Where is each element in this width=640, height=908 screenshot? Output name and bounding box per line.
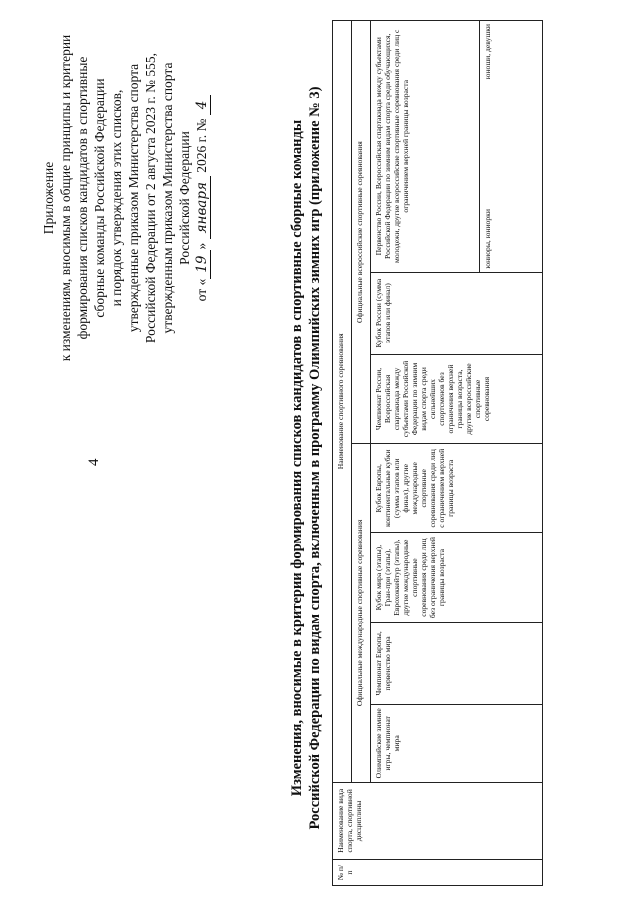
age-group-youth: юноши, девушки xyxy=(483,24,492,80)
date-day-handwritten: 19 xyxy=(194,250,211,279)
document-title-line-2: Российской Федерации по видам спорта, включенным в программу Олимпийских зимних игр (приложение № 3) xyxy=(307,86,323,830)
intl-competition-cell: Кубок мира (этапы), Гран-при (этапы), Еврохоккейтур (этапы), другие международные спортивные соревнования среди лиц без ограничения верхней границы возраста xyxy=(371,533,543,622)
intl-competition-cell: Чемпионат Европы, первенство мира xyxy=(371,622,543,704)
intl-competition-cell: Олимпийские зимние игры, чемпионат мира xyxy=(371,705,543,783)
criteria-table xyxy=(332,20,543,886)
date-month-handwritten: января xyxy=(194,176,211,239)
date-prefix: от « xyxy=(194,278,209,302)
appendix-date xyxy=(193,8,211,388)
rus-competition-cell: Кубок России (сумма этапов или финал) xyxy=(371,272,543,354)
appendix-line: утвержденным приказом Министерства спорта xyxy=(160,62,175,334)
appendix-line: Российской Федерации xyxy=(177,131,192,265)
header-competition: Наименование спортивного соревнования xyxy=(333,21,352,783)
page-number: 4 xyxy=(86,458,102,466)
header-number: № п/п xyxy=(333,860,543,886)
appendix-line: и порядок утверждения этих списков, xyxy=(109,89,124,307)
appendix-header xyxy=(40,8,211,388)
header-sport-name: Наименование вида спорта, спортивной дисциплины xyxy=(333,782,543,860)
appendix-line: Приложение xyxy=(41,161,56,235)
intl-competition-cell: Кубок Европы, континентальные кубки (сумма этапов или финал), другие международные спортивные соревнования среди лиц с ограничением верхней границы возраста xyxy=(371,444,543,533)
date-mid: » xyxy=(194,239,209,250)
header-russian: Официальные всероссийские спортивные соревнования xyxy=(352,21,371,444)
appendix-line: к изменениям, вносимым в общие принципы и критерии xyxy=(58,34,73,362)
age-group-cell xyxy=(480,21,543,273)
rus-competition-cell: Чемпионат России, Всероссийская спартакиада между субъектами Российской Федерации по зимним видам спорта среди сильнейших спортсменов без ограничения верхней границы возраста, другие всероссийские спортивные соревнования xyxy=(371,354,543,443)
appendix-line: сборные команды Российской Федерации xyxy=(92,78,107,318)
date-year: 2026 г. № xyxy=(194,115,209,177)
header-international: Официальные международные спортивные соревнования xyxy=(352,444,371,782)
appendix-line: Российской Федерации от 2 августа 2023 г. № 555, xyxy=(143,52,158,344)
date-number-handwritten: 4 xyxy=(194,95,211,116)
rus-competition-cell: Первенство России, Всероссийская спартакиада между субъектами Российской Федерации по зимним видам спорта среди обучающихся, молодежи, другие всероссийские спортивные соревнования среди лиц с ограничением верхней границы возраста xyxy=(371,21,480,273)
document-title-line-1: Изменения, вносимые в критерии формирования списков кандидатов в спортивные сборные команды xyxy=(289,119,305,797)
appendix-line: утвержденные приказом Министерства спорта xyxy=(126,63,141,333)
document-title xyxy=(288,38,324,878)
age-group-juniors: юниоры, юниорки xyxy=(483,209,492,269)
appendix-line: формирования списков кандидатов в спортивные xyxy=(75,56,90,340)
